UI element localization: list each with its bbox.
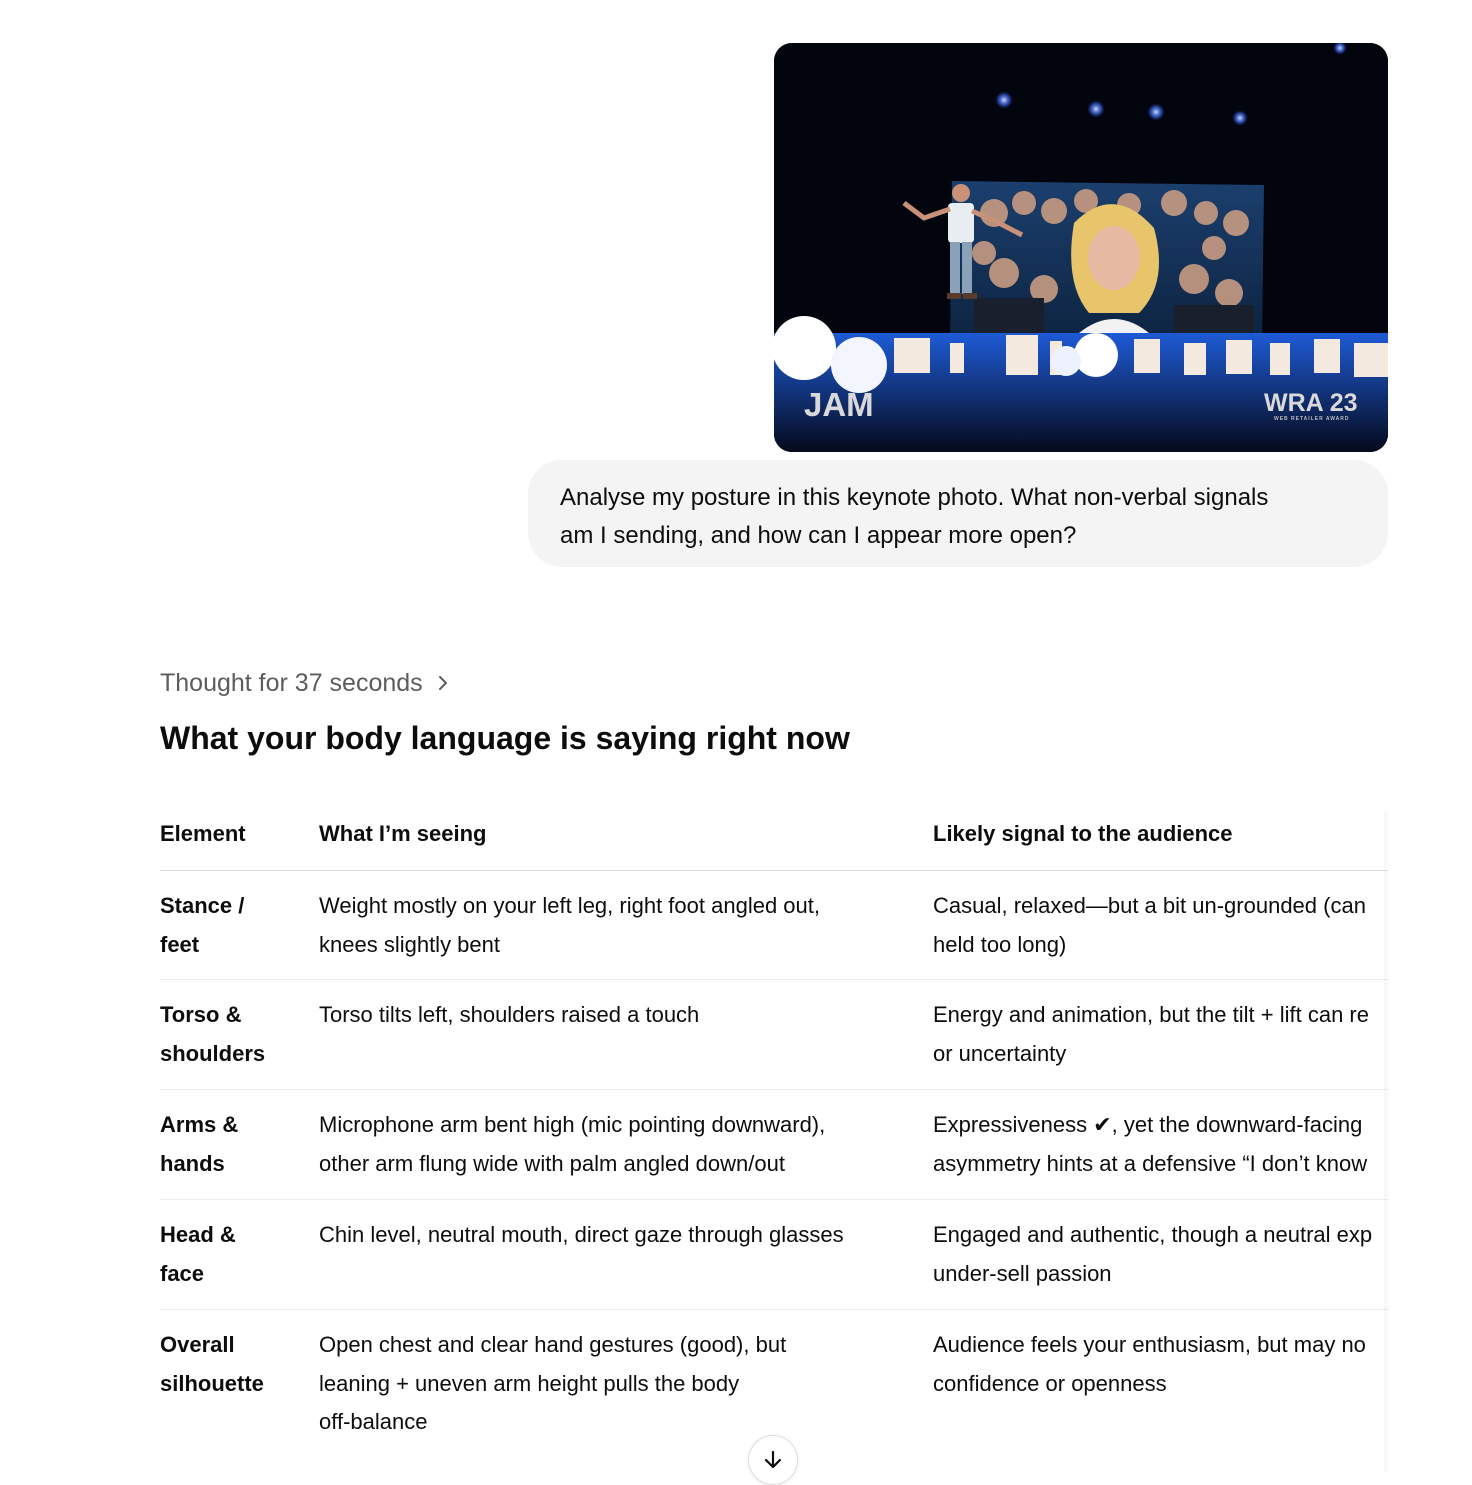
uploaded-photo[interactable] xyxy=(774,43,1388,452)
row-element: Stance / feet xyxy=(160,893,245,957)
row-signal: Audience feels your enthusiasm, but may no confidence or openness xyxy=(933,1332,1366,1396)
chevron-right-icon xyxy=(435,673,451,693)
arrow-down-icon xyxy=(761,1448,785,1472)
row-element: Overall silhouette xyxy=(160,1332,264,1396)
thought-toggle[interactable] xyxy=(160,664,451,702)
row-element: Head & face xyxy=(160,1222,236,1286)
row-seeing: Chin level, neutral mouth, direct gaze through glasses xyxy=(319,1222,844,1247)
table-row xyxy=(160,1106,1388,1200)
row-seeing: Microphone arm bent high (mic pointing downward), other arm flung wide with palm angled down/out xyxy=(319,1112,826,1176)
thought-label: Thought for 37 seconds xyxy=(160,668,423,697)
row-element: Arms & hands xyxy=(160,1112,239,1176)
header-signal: Likely signal to the audience xyxy=(933,821,1233,846)
keynote-photo-illustration xyxy=(774,43,1388,452)
row-seeing: Weight mostly on your left leg, right foot angled out, knees slightly bent xyxy=(319,893,820,957)
wra-logo-sub: WEB RETAILER AWARD xyxy=(1274,416,1350,422)
table-header-row xyxy=(160,812,1388,871)
table-row xyxy=(160,1216,1388,1310)
row-element: Torso & shoulders xyxy=(160,1002,266,1066)
response-heading: What your body language is saying right now xyxy=(160,720,850,756)
user-message-line-2: am I sending, and how can I appear more open? xyxy=(560,522,1077,549)
row-seeing: Open chest and clear hand gestures (good), but leaning + uneven arm height pulls the body off-balance xyxy=(319,1332,787,1434)
header-element: Element xyxy=(160,821,246,846)
row-signal: Energy and animation, but the tilt + lift can re or uncertainty xyxy=(933,1002,1369,1066)
row-signal: Expressiveness ✔, yet the downward-facing asymmetry hints at a defensive “I don’t know xyxy=(933,1112,1368,1176)
wra-logo: WRA 23 xyxy=(1264,389,1358,417)
row-signal: Engaged and authentic, though a neutral exp under-sell passion xyxy=(933,1222,1373,1286)
jam-logo: JAM xyxy=(804,386,874,423)
table-scroll-shadow xyxy=(1384,812,1390,1472)
user-message-bubble xyxy=(528,460,1388,567)
table-row xyxy=(160,887,1388,980)
user-message-line-1: Analyse my posture in this keynote photo. What non-verbal signals xyxy=(560,484,1269,511)
header-seeing: What I’m seeing xyxy=(319,821,487,846)
row-signal: Casual, relaxed—but a bit un-grounded (can held too long) xyxy=(933,893,1366,957)
scroll-to-bottom-button[interactable] xyxy=(748,1435,798,1485)
table-row xyxy=(160,996,1388,1090)
body-language-table[interactable] xyxy=(160,812,1388,1484)
row-seeing: Torso tilts left, shoulders raised a touch xyxy=(319,1002,700,1027)
